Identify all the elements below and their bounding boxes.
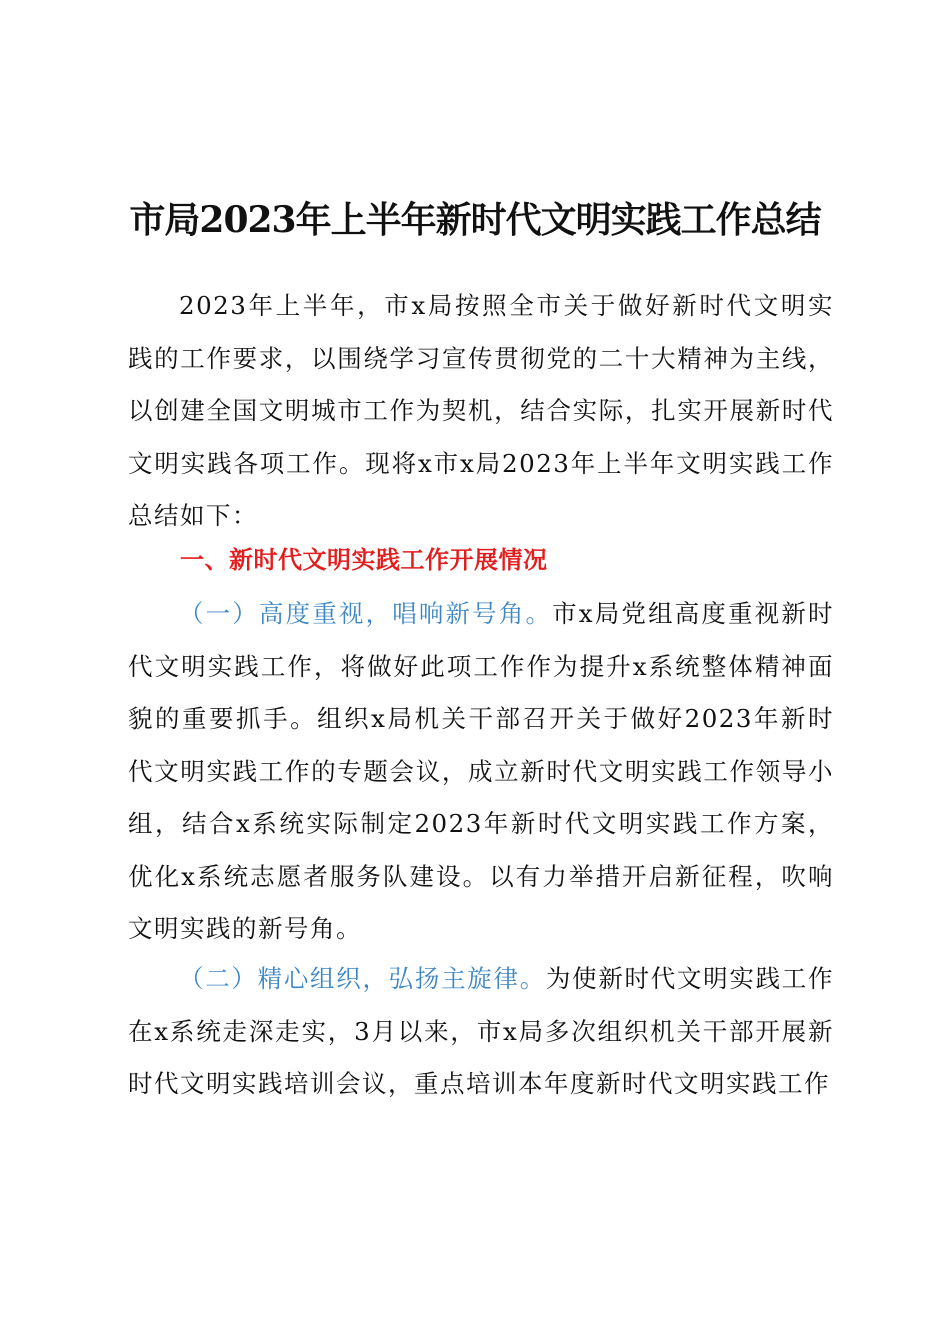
item-2-body: 为使新时代文明实践工作在x系统走深走实，3月以来，市x局多次组织机关干部开展新时代文明实践培训会议，重点培训本年度新时代文明实践工作	[128, 964, 835, 1098]
item-1-heading: （一）高度重视，唱响新号角。	[179, 599, 553, 628]
document-title: 市局2023年上半年新时代文明实践工作总结	[129, 199, 821, 241]
item-2-heading: （二）精心组织，弘扬主旋律。	[179, 964, 546, 993]
item-1-paragraph	[128, 588, 834, 956]
intro-paragraph: 2023年上半年，市x局按照全市关于做好新时代文明实践的工作要求，以围绕学习宣传贯彻党的二十大精神为主线，以创建全国文明城市工作为契机，结合实际，扎实开展新时代文明实践各项工作。现将x市x局2023年上半年文明实践工作总结如下：	[128, 291, 834, 530]
item-2-paragraph	[128, 953, 834, 1111]
section-heading: 一、新时代文明实践工作开展情况	[180, 546, 548, 574]
item-1-body: 市x局党组高度重视新时代文明实践工作，将做好此项工作作为提升x系统整体精神面貌的重要抓手。组织x局机关干部召开关于做好2023年新时代文明实践工作的专题会议，成立新时代文明实践工作领导小组，结合x系统实际制定2023年新时代文明实践工作方案，优化x系统志愿者服务队建设。以有力举措开启新征程，吹响文明实践的新号角。	[128, 599, 834, 943]
